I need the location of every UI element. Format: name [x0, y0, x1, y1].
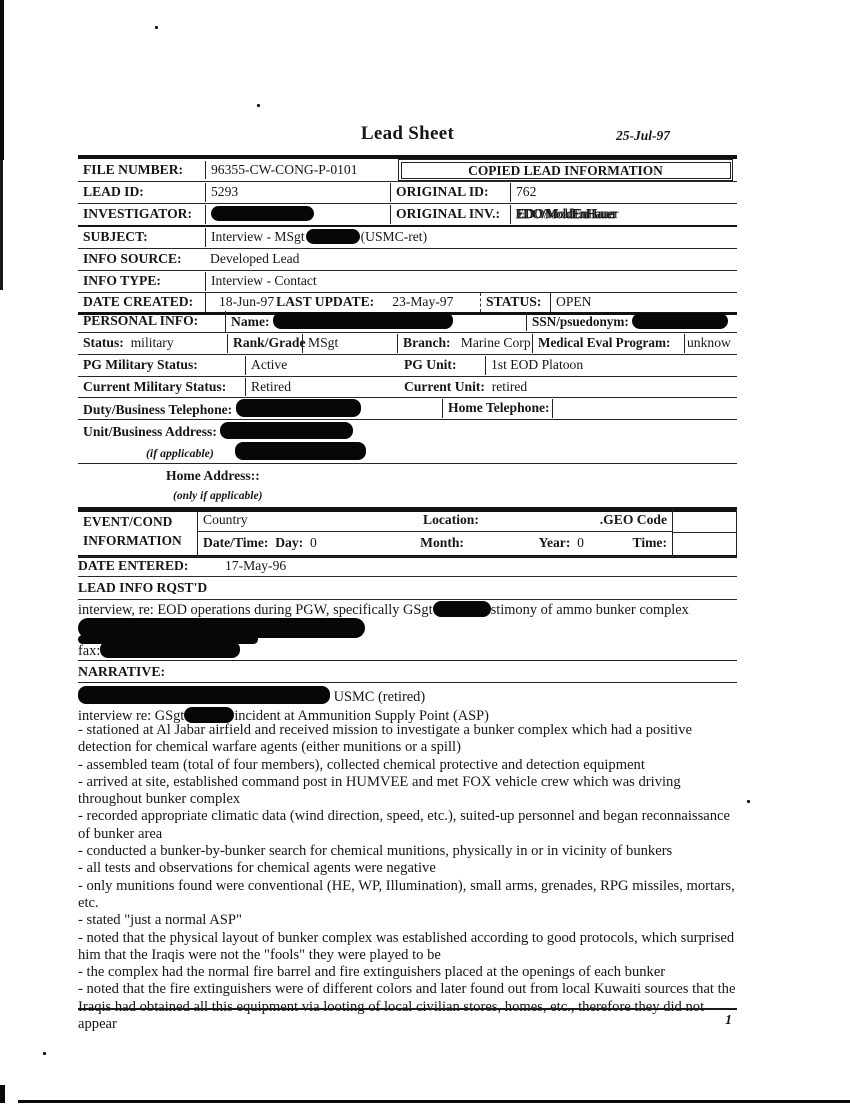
- geo-code-label: .GEO Code: [599, 511, 667, 527]
- original-inv-value: EDO/MoldEnHauer: [510, 205, 737, 224]
- narrative-paragraph: - arrived at site, established command post in HUMVEE and met FOX vehicle crew which was driving throughout bunker complex: [78, 773, 681, 808]
- name-field: Name:: [225, 311, 526, 332]
- narrative-heading: [78, 663, 737, 683]
- narrative-paragraph: - all tests and observations for chemical agents were negative: [78, 860, 436, 877]
- status-label: STATUS:: [480, 293, 550, 312]
- unit-address-block: Unit/Business Address: (if applicable): [78, 420, 737, 464]
- page-number: 1: [725, 1013, 732, 1028]
- home-address-block: Home Address:: (only if applicable): [78, 464, 737, 512]
- lead-id-label: LEAD ID:: [83, 184, 144, 199]
- narrative-paragraph: - noted that the fire extinguishers were of different colors and later found out from local Kuwaiti sources that the Iraqis had obtained all this equipment via looting of local civilian stores, homes, etc., therefore they did not appear: [78, 981, 736, 1033]
- redaction-bar: [433, 601, 491, 617]
- date-entered-value: 17-May-96: [225, 558, 287, 573]
- lead-info-table: [78, 155, 737, 315]
- scan-speck: [43, 1052, 46, 1055]
- file-number-value: 96355-CW-CONG-P-0101: [205, 161, 398, 180]
- info-type-value: Interview - Contact: [205, 272, 737, 291]
- date-created-value: 18-Jun-97 LAST UPDATE: 23-May-97: [205, 293, 480, 312]
- rank-label: Rank/Grade: [227, 334, 302, 353]
- redaction-bar: [306, 229, 360, 244]
- narrative-intro-1: USMC (retired): [78, 686, 737, 706]
- date-entered-row: [78, 556, 737, 577]
- info-type-label: INFO TYPE:: [83, 273, 161, 288]
- subject-label: SUBJECT:: [83, 229, 148, 244]
- investigator-value: [205, 205, 390, 224]
- medical-label: Medical Eval Program:: [532, 334, 684, 353]
- year-field: Year: 0: [538, 534, 584, 550]
- medical-value: unknow: [684, 334, 737, 353]
- redaction-bar: [211, 206, 314, 221]
- narrative-body: [78, 722, 742, 1033]
- duty-phone-field: Duty/Business Telephone:: [78, 398, 442, 420]
- status-field: Status: military: [83, 335, 174, 350]
- copied-lead-header: COPIED LEAD INFORMATION: [401, 162, 731, 179]
- subject-value: Interview - MSgt (USMC-ret): [205, 228, 737, 247]
- narrative-paragraph: - stated "just a normal ASP": [78, 912, 242, 929]
- bottom-rule: [78, 1008, 737, 1010]
- date-created-label: DATE CREATED:: [83, 294, 194, 309]
- redaction-bar: [235, 442, 366, 460]
- scan-edge-left: [0, 0, 4, 160]
- info-source-label: INFO SOURCE:: [83, 251, 182, 266]
- pg-unit-label: PG Unit:: [404, 357, 457, 372]
- date-entered-label: DATE ENTERED:: [78, 558, 189, 573]
- header-date: 25-Jul-97: [616, 128, 670, 143]
- current-unit-field: Current Unit: retired: [404, 378, 528, 394]
- pg-unit-value: 1st EOD Platoon: [485, 356, 737, 375]
- personal-info-label: PERSONAL INFO:: [83, 313, 199, 328]
- narrative-paragraph: - stationed at Al Jabar airfield and received mission to investigate a bunker complex which had a positive detection for chemical warfare agents (either munitions or a spill): [78, 722, 692, 756]
- status-value: OPEN: [550, 293, 737, 312]
- ssn-field: SSN/psuedonym:: [526, 312, 737, 332]
- country-label: Country: [203, 511, 248, 527]
- narrative-paragraph: - the complex had the normal fire barrel and fire extinguishers placed at the openings of each bunker: [78, 964, 666, 981]
- narrative-label: NARRATIVE:: [78, 664, 166, 679]
- last-update-value: 23-May-97: [392, 294, 454, 309]
- location-label: Location:: [423, 511, 479, 527]
- pg-status-label: PG Military Status:: [83, 357, 198, 372]
- event-info-table: [78, 507, 737, 558]
- event-extra-column: [672, 509, 737, 555]
- redaction-bar: [236, 399, 361, 417]
- lead-info-rqstd-label: LEAD INFO RQST'D: [78, 580, 208, 595]
- narrative-paragraph: - only munitions found were conventional (HE, WP, Illumination), small arms, grenades, RPG missiles, mortars, etc.: [78, 877, 735, 911]
- redaction-bar: [632, 313, 728, 329]
- narrative-intro-2: interview re: GSgt incident at Ammunition Supply Point (ASP): [78, 708, 489, 724]
- fax-line: fax:: [78, 641, 737, 661]
- month-label: Month:: [420, 534, 464, 550]
- branch-field: Branch: Marine Corp: [397, 334, 532, 353]
- scan-speck: [257, 104, 260, 107]
- redaction-bar: [100, 641, 240, 658]
- request-line: interview, re: EOD operations during PGW, specifically GSgt stimony of ammo bunker complex: [78, 602, 689, 618]
- scan-speck: [155, 26, 158, 29]
- file-number-label: FILE NUMBER:: [83, 161, 184, 177]
- header: [78, 123, 737, 149]
- scan-edge-left-lower: [0, 160, 3, 290]
- lead-id-value: 5293: [205, 183, 390, 202]
- datetime-field: Date/Time: Day: 0: [203, 534, 317, 550]
- scan-edge-bottom: [18, 1100, 850, 1103]
- narrative-paragraph: - conducted a bunker-by-bunker search for chemical munitions, physically in or in vicinity of bunkers: [78, 843, 673, 860]
- personal-info-table: [78, 311, 737, 512]
- page-title: Lead Sheet: [360, 123, 455, 144]
- time-label: Time:: [632, 534, 667, 550]
- redaction-bar: [273, 312, 453, 329]
- home-phone-label: Home Telephone:: [442, 399, 553, 418]
- event-section-label: EVENT/COND INFORMATION: [83, 514, 182, 548]
- redaction-bar: [220, 422, 353, 439]
- narrative-paragraph: - noted that the physical layout of bunker complex was established according to good protocols, which surprised him that the Iraqis were not the "fools" they were played to be: [78, 929, 735, 963]
- redaction-bar: [78, 686, 330, 704]
- original-id-value: 762: [510, 183, 737, 202]
- home-phone-value: [553, 408, 737, 410]
- original-inv-label: ORIGINAL INV.:: [390, 205, 510, 224]
- info-source-value: Developed Lead: [210, 251, 300, 266]
- lead-info-rqstd-row: [78, 579, 737, 600]
- pg-status-value: Active: [245, 356, 399, 375]
- current-status-value: Retired: [245, 378, 399, 397]
- investigator-label: INVESTIGATOR:: [83, 206, 193, 221]
- redaction-bar: [184, 707, 234, 723]
- narrative-paragraph: - recorded appropriate climatic data (wind direction, speed, etc.), suited-up personnel and began reconnaissance of bunker area: [78, 808, 730, 842]
- current-status-label: Current Military Status:: [83, 378, 227, 394]
- copied-lead-box: [398, 159, 733, 181]
- scan-edge-bottom-left: [0, 1085, 5, 1103]
- original-id-label: ORIGINAL ID:: [390, 183, 510, 202]
- scan-speck: [747, 800, 750, 803]
- last-update-label: LAST UPDATE:: [276, 294, 375, 309]
- rank-value: MSgt: [302, 334, 397, 353]
- narrative-paragraph: - assembled team (total of four members), collected chemical protective and detection equipment: [78, 756, 645, 773]
